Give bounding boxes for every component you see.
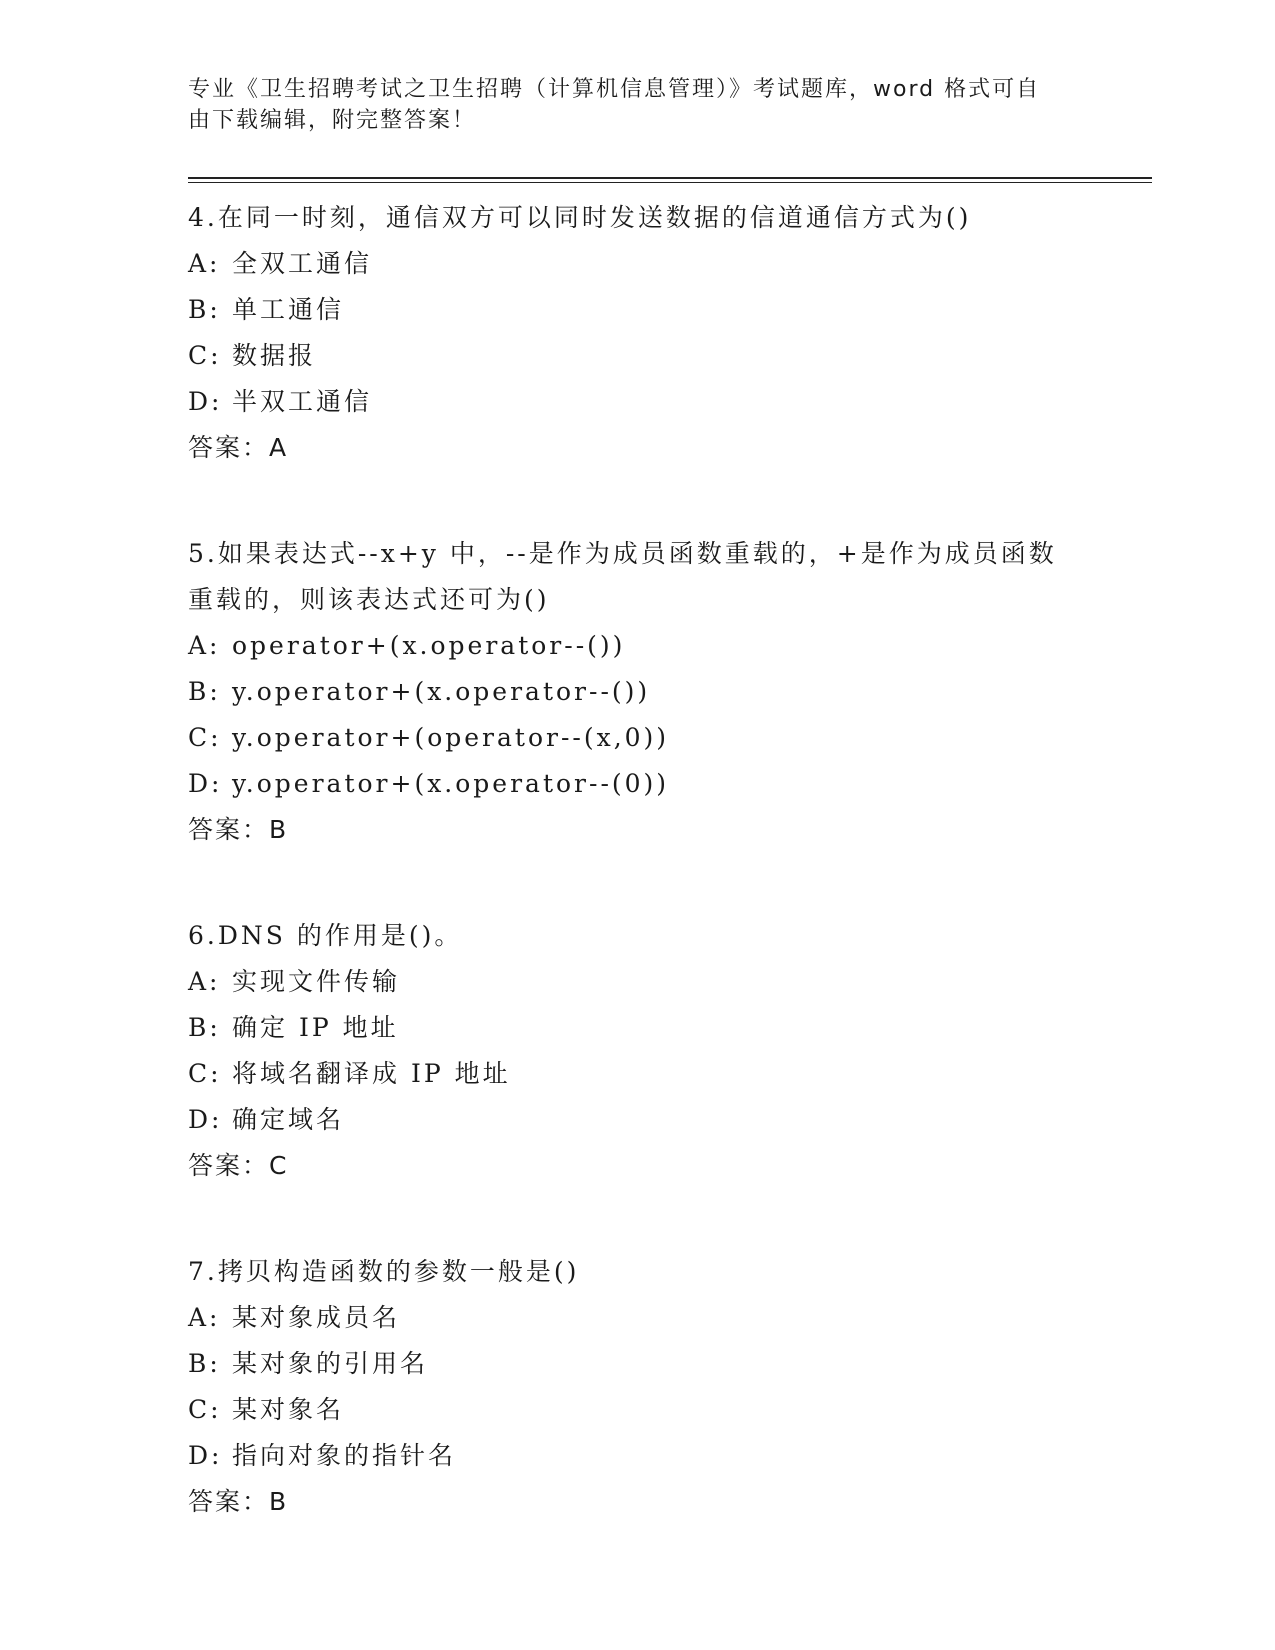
option-key: A: [188,967,221,996]
answer-line: 答案：B [188,815,289,844]
option-key: C: [188,341,222,370]
document-header [188,74,1088,136]
option-key: C: [188,723,222,752]
option-text: y.operator+(operator--(x,0)) [232,723,670,752]
option-c [188,1387,1088,1433]
option-text: operator+(x.operator--()) [232,631,626,660]
option-text: 单工通信 [232,295,345,324]
option-key: A: [188,631,221,660]
answer-line: 答案：A [188,433,289,462]
option-key: A: [188,249,221,278]
option-d [188,761,1088,807]
question-text-line-2: 重载的，则该表达式还可为() [188,585,550,614]
option-d [188,379,1088,425]
option-text: 确定域名 [232,1105,345,1134]
option-text: 数据报 [232,341,317,370]
option-d [188,1097,1088,1143]
option-d [188,1433,1088,1479]
option-text: y.operator+(x.operator--()) [232,677,651,706]
option-c [188,1051,1088,1097]
option-text: 将域名翻译成 IP 地址 [232,1059,511,1088]
option-text: 指向对象的指针名 [232,1441,457,1470]
option-key: B: [188,677,221,706]
question-text: 7.拷贝构造函数的参数一般是() [188,1257,580,1286]
option-text: 某对象的引用名 [232,1349,429,1378]
option-text: 某对象名 [232,1395,345,1424]
option-c [188,715,1088,761]
header-divider-thin [188,182,1152,183]
option-a [188,623,1088,669]
option-key: D: [188,1105,223,1134]
option-key: D: [188,387,223,416]
question-text: 4.在同一时刻，通信双方可以同时发送数据的信道通信方式为() [188,203,972,232]
option-key: D: [188,1441,223,1470]
option-key: B: [188,295,221,324]
option-a [188,241,1088,287]
answer-line: 答案：C [188,1151,289,1180]
question-item [188,1249,1088,1525]
option-text: y.operator+(x.operator--(0)) [232,769,670,798]
option-text: 全双工通信 [232,249,373,278]
option-key: B: [188,1349,221,1378]
option-key: B: [188,1013,221,1042]
option-text: 确定 IP 地址 [232,1013,399,1042]
question-item [188,195,1088,471]
question-item [188,531,1088,853]
answer-line: 答案：B [188,1487,289,1516]
option-b [188,669,1088,715]
option-c [188,333,1088,379]
question-text-line-1: 5.如果表达式--x+y 中，--是作为成员函数重载的，+是作为成员函数 [188,539,1057,568]
option-key: A: [188,1303,221,1332]
option-b [188,1341,1088,1387]
question-list [188,195,1088,1585]
option-a [188,959,1088,1005]
option-text: 实现文件传输 [232,967,401,996]
option-key: C: [188,1059,222,1088]
option-key: D: [188,769,223,798]
option-b [188,1005,1088,1051]
question-item [188,913,1088,1189]
option-key: C: [188,1395,222,1424]
header-divider-thick [188,177,1152,179]
option-text: 半双工通信 [232,387,373,416]
header-line-1: 专业《卫生招聘考试之卫生招聘（计算机信息管理）》考试题库，word 格式可自 [188,77,1041,102]
question-text: 6.DNS 的作用是()。 [188,921,463,950]
header-line-2: 由下载编辑，附完整答案！ [188,108,477,133]
option-b [188,287,1088,333]
option-a [188,1295,1088,1341]
option-text: 某对象成员名 [232,1303,401,1332]
